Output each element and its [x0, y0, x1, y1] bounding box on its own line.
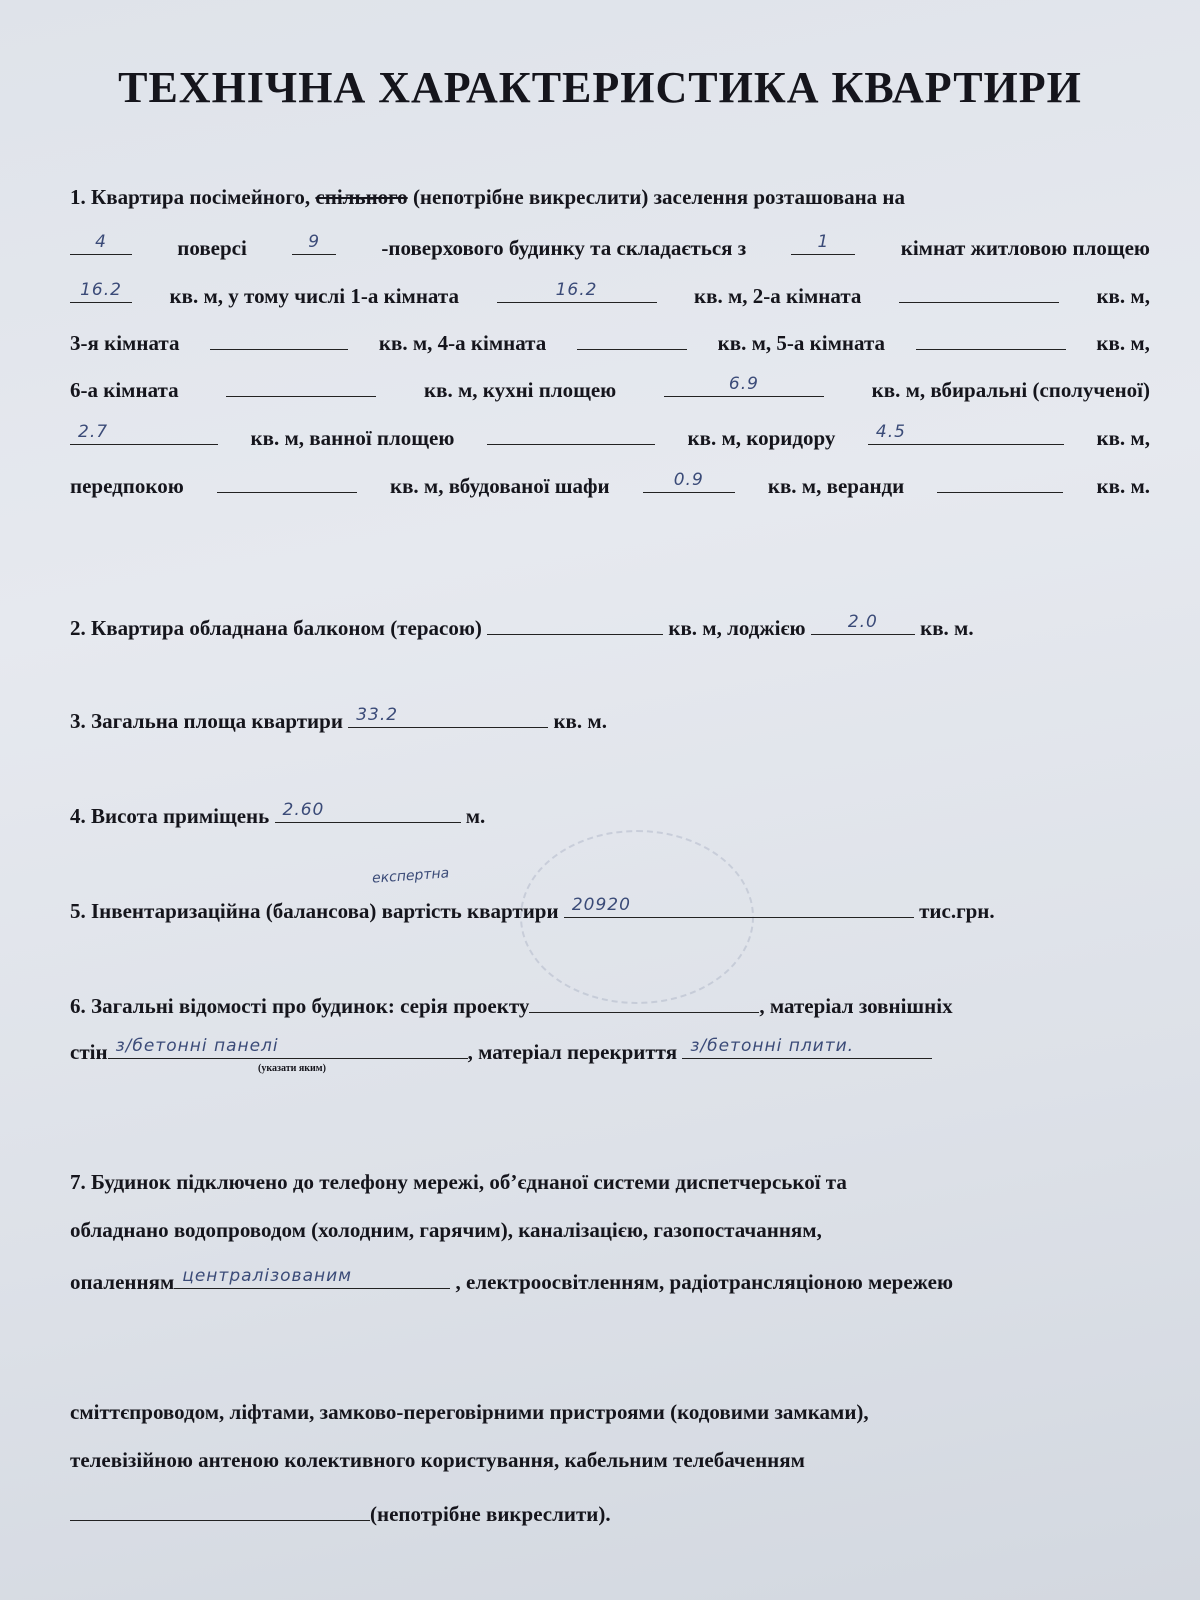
rooms-field[interactable]: 1	[791, 232, 855, 255]
heating-field[interactable]: централізованим	[174, 1266, 450, 1289]
value-field[interactable]: 20920	[564, 895, 914, 918]
bathroom-field[interactable]	[487, 422, 655, 445]
s3-line: 3. Загальна площа квартири 33.2 кв. м.	[70, 705, 607, 733]
balcony-field[interactable]	[487, 612, 663, 635]
s7-line-1: 7. Будинок підключено до телефону мережі, об’єднаної системи диспетчерської та	[70, 1170, 847, 1194]
s6-line-2: стін з/бетонні панелі , матеріал перекриття з/бетонні плити.	[70, 1036, 1150, 1065]
s7-line-4: сміттєпроводом, ліфтами, замково-переговірними пристроями (кодовими замками),	[70, 1400, 869, 1424]
closet-field[interactable]: 0.9	[643, 470, 735, 493]
room5-field[interactable]	[916, 327, 1066, 350]
wc-field[interactable]: 2.7	[70, 422, 218, 445]
s7-line-6: (непотрібне викреслити).	[70, 1498, 1150, 1527]
s4-line: 4. Висота приміщень 2.60 м.	[70, 800, 486, 828]
height-field[interactable]: 2.60	[275, 800, 461, 823]
hallway-field[interactable]	[217, 470, 357, 493]
s1-line-4: 3-я кімната кв. м, 4-а кімната кв. м, 5-а кімната кв. м,	[70, 327, 1150, 356]
s7-line-3: опаленням централізованим , електроосвітленням, радіотрансляціоною мережею	[70, 1266, 953, 1294]
living-area-field[interactable]: 16.2	[70, 280, 132, 303]
s1-line-3: 16.2 кв. м, у тому числі 1-а кімната 16.2 кв. м, 2-а кімната кв. м,	[70, 280, 1150, 309]
loggia-field[interactable]: 2.0	[811, 612, 915, 635]
struck-word: спільного	[315, 185, 408, 209]
s7-line-2: обладнано водопроводом (холодним, гарячим), каналізацією, газопостачанням,	[70, 1218, 822, 1242]
s1-line-7: передпокою кв. м, вбудованої шафи 0.9 кв. м, веранди кв. м.	[70, 470, 1150, 498]
project-series-field[interactable]	[529, 990, 759, 1013]
s6-line-1: 6. Загальні відомості про будинок: серія проекту , матеріал зовнішніх	[70, 990, 1150, 1019]
kitchen-field[interactable]: 6.9	[664, 374, 824, 397]
room1-field[interactable]: 16.2	[497, 280, 657, 303]
walls-material-field[interactable]: з/бетонні панелі	[108, 1036, 468, 1059]
room2-field[interactable]	[899, 280, 1059, 303]
s1-line-5: 6-а кімната кв. м, кухні площею 6.9 кв. м, вбиральні (сполученої)	[70, 374, 1150, 402]
floor-field[interactable]: 4	[70, 232, 132, 255]
handwritten-note: експертна	[371, 865, 450, 887]
storeys-field[interactable]: 9	[292, 232, 336, 255]
s1-line-2: 4 поверсі 9 -поверхового будинку та складається з 1 кімнат житловою площею	[70, 232, 1150, 261]
room3-field[interactable]	[210, 327, 348, 350]
room6-field[interactable]	[226, 374, 376, 397]
room4-field[interactable]	[577, 327, 687, 350]
document-title: ТЕХНІЧНА ХАРАКТЕРИСТИКА КВАРТИРИ	[118, 63, 1082, 112]
s5-line: 5. Інвентаризаційна (балансова) вартість квартири 20920 тис.грн.	[70, 895, 995, 923]
hint-note: (указати яким)	[258, 1063, 326, 1074]
s2-line: 2. Квартира обладнана балконом (терасою) кв. м, лоджією 2.0 кв. м.	[70, 612, 974, 640]
corridor-field[interactable]: 4.5	[868, 422, 1064, 445]
veranda-field[interactable]	[937, 470, 1063, 493]
s1-line-1: 1. Квартира посімейного, спільного (непотрібне викреслити) заселення розташована на	[70, 185, 906, 209]
s1-line-6: 2.7 кв. м, ванної площею кв. м, коридору 4.5 кв. м,	[70, 422, 1150, 451]
total-area-field[interactable]: 33.2	[348, 705, 548, 728]
unused-field[interactable]	[70, 1498, 370, 1521]
ceiling-material-field[interactable]: з/бетонні плити.	[682, 1036, 932, 1059]
s7-line-5: телевізійною антеною колективного користування, кабельним телебаченням	[70, 1448, 805, 1472]
